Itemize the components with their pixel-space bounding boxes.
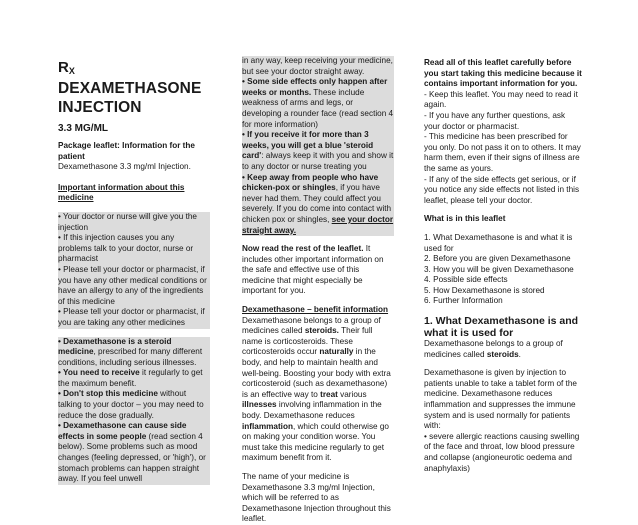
medicine-name-paragraph: The name of your medicine is Dexamethasone 3.3 mg/ml Injection, which will be referred to as Dexamethasone Injection throughout this leaflet. <box>242 471 391 524</box>
toc-item: 2. Before you are given Dexamethasone <box>424 254 571 264</box>
receive-bullet-text: it regularly to get the maximum benefit. <box>58 368 203 388</box>
important-bullet-3: • Please tell your doctor or pharmacist, if you have any other medical conditions or have an allergy to any of the ingredients of this medicine <box>58 265 210 307</box>
drug-strength: 3.3 MG/ML <box>58 123 109 134</box>
stop-bullet <box>58 389 210 421</box>
section-1-paragraph-2: Dexamethasone is given by injection to patients unable to take a tablet form of the medicine. Dexamethasone reduces inflammation and suppresses the immune system and is used normally for patients with: <box>424 368 577 431</box>
stop-bullet-text: without talking to your doctor – you may need to reduce the dose gradually. <box>58 389 204 420</box>
section-1-steroids: steroids <box>486 349 519 359</box>
benefit-text-4: various <box>337 389 367 399</box>
benefit-illnesses: illnesses <box>242 400 277 410</box>
package-leaflet-subtitle: Dexamethasone 3.3 mg/ml Injection. <box>58 162 191 172</box>
side-effects-bullet-text: (read section 4 below). Some problems such as mood changes (feeling depressed, or 'high'), or stomach problems can happen straight away. If you feel unwell <box>58 431 206 484</box>
read-rest-paragraph <box>242 244 394 297</box>
toc-item: 3. How you will be given Dexamethasone <box>424 264 574 274</box>
receive-bullet-bold: • You need to receive <box>58 368 140 378</box>
toc-list <box>424 233 582 307</box>
benefit-text-6: , which could otherwise go on making your condition worse. You must take this medicine regularly to get maximum benefit from it. <box>242 421 389 463</box>
receive-bullet <box>58 368 210 389</box>
column-middle <box>242 56 394 525</box>
chickenpox-bullet <box>242 173 394 237</box>
chickenpox-bullet-bold: • Keep away from people who have chicken-pox or shingles <box>242 172 379 193</box>
section-1-text-c: . <box>518 349 521 359</box>
steroid-bullet-text: , prescribed for many different conditions, including serious illnesses. <box>58 347 203 367</box>
column-left <box>58 58 210 485</box>
rx-subscript: X <box>68 66 75 76</box>
side-effects-note: - If any of the side effects get serious, or if you notice any side effects not listed in this leaflet, please tell your doctor. <box>424 174 580 205</box>
benefit-heading: Dexamethasone – benefit information <box>242 305 389 315</box>
continued-text: in any way, keep receiving your medicine, but see your doctor straight away. <box>242 56 393 76</box>
section-1-heading: 1. What Dexamethasone is and what it is used for <box>424 315 579 340</box>
rx-symbol <box>58 60 210 79</box>
rx-prefix: R <box>58 59 69 76</box>
prescribed-note: - This medicine has been prescribed for you only. Do not pass it on to others. It may harm them, even if their signs of illness are the same as yours. <box>424 132 581 173</box>
section-1-paragraph-3: • severe allergic reactions causing swelling of the face and throat, low blood pressure and collapse (angioneurotic oedema and anaphylaxis) <box>424 431 580 473</box>
benefit-text-1: Dexamethasone belongs to a group of medicines called <box>242 315 381 336</box>
benefit-text-3: in the body, and help to maintain health and well-being. Boosting your body with extra corticosteroid (such as dexamethasone) is an effective way to <box>242 347 391 399</box>
toc-heading: What is in this leaflet <box>424 214 506 224</box>
read-rest-text: It includes other important information on the safe and effective use of this medicine that might especially be important for you. <box>242 244 384 296</box>
toc-item: 4. Possible side effects <box>424 275 508 285</box>
side-effects-bullet-bold: • Dexamethasone can cause side effects in some people <box>58 421 187 441</box>
benefit-text-5: involving inflammation in the body. Dexamethasone reduces <box>242 400 382 420</box>
weeks-bullet <box>242 77 394 130</box>
weeks-bullet-text: These include weakness of arms and legs, or developing a rounder face (read section 4 for more information) <box>242 87 394 129</box>
chickenpox-bullet-text: , if you have never had them. They could affect you severely. If you do come into contact with chicken pox or shingles, <box>242 183 392 224</box>
steroid-bullet-bold: • Dexamethasone is a steroid medicine <box>58 336 172 357</box>
drug-title-line2: INJECTION <box>58 99 142 116</box>
section-1-paragraph-1 <box>424 339 582 360</box>
steroid-card-bullet-bold: • If you receive it for more than 3 weeks, you will get a blue 'steroid card' <box>242 130 374 161</box>
benefit-steroids: steroids. <box>304 326 339 336</box>
section-1-text-a: Dexamethasone belongs to a group of medicines called <box>424 339 563 359</box>
further-questions-note: - If you have any further questions, ask your doctor or pharmacist. <box>424 110 566 131</box>
steroid-card-bullet-text: : always keep it with you and show it to any doctor or nurse treating you <box>242 151 394 171</box>
benefit-text-2: Their full name is corticosteroids. These corticosteroids occur <box>242 326 373 357</box>
benefit-treat: treat <box>320 389 338 399</box>
weeks-bullet-bold: • Some side effects only happen after weeks or months. <box>242 77 388 97</box>
read-rest-bold: Now read the rest of the leaflet. <box>242 244 364 254</box>
important-bullet-2: • If this injection causes you any problems talk to your doctor, nurse or pharmacist <box>58 233 210 265</box>
important-bullet-1: • Your doctor or nurse will give you the injection <box>58 212 210 233</box>
read-all-notice: Read all of this leaflet carefully before you start taking this medicine because it contains important information for you. <box>424 58 582 89</box>
important-info-heading: Important information about this medicine <box>58 182 185 203</box>
side-effects-bullet <box>58 421 210 485</box>
chickenpox-bullet-end: see your doctor straight away. <box>242 214 394 235</box>
stop-bullet-bold: • Don't stop this medicine <box>58 389 158 399</box>
toc-item: 1. What Dexamethasone is and what it is used for <box>424 232 573 253</box>
package-leaflet-title: Package leaflet: Information for the patient <box>58 141 195 161</box>
column-right <box>424 58 582 474</box>
important-bullet-4: • Please tell your doctor or pharmacist, if you are taking any other medicines <box>58 307 210 328</box>
benefit-inflammation: inflammation <box>242 421 293 431</box>
steroid-card-bullet <box>242 130 394 172</box>
toc-item: 6. Further Information <box>424 296 503 306</box>
toc-item: 5. How Dexamethasone is stored <box>424 285 545 295</box>
benefit-naturally: naturally <box>319 347 354 357</box>
drug-title-line1: DEXAMETHASONE <box>58 80 202 97</box>
keep-leaflet-note: - Keep this leaflet. You may need to read it again. <box>424 89 578 110</box>
steroid-bullet <box>58 337 210 369</box>
benefit-paragraph <box>242 316 394 464</box>
